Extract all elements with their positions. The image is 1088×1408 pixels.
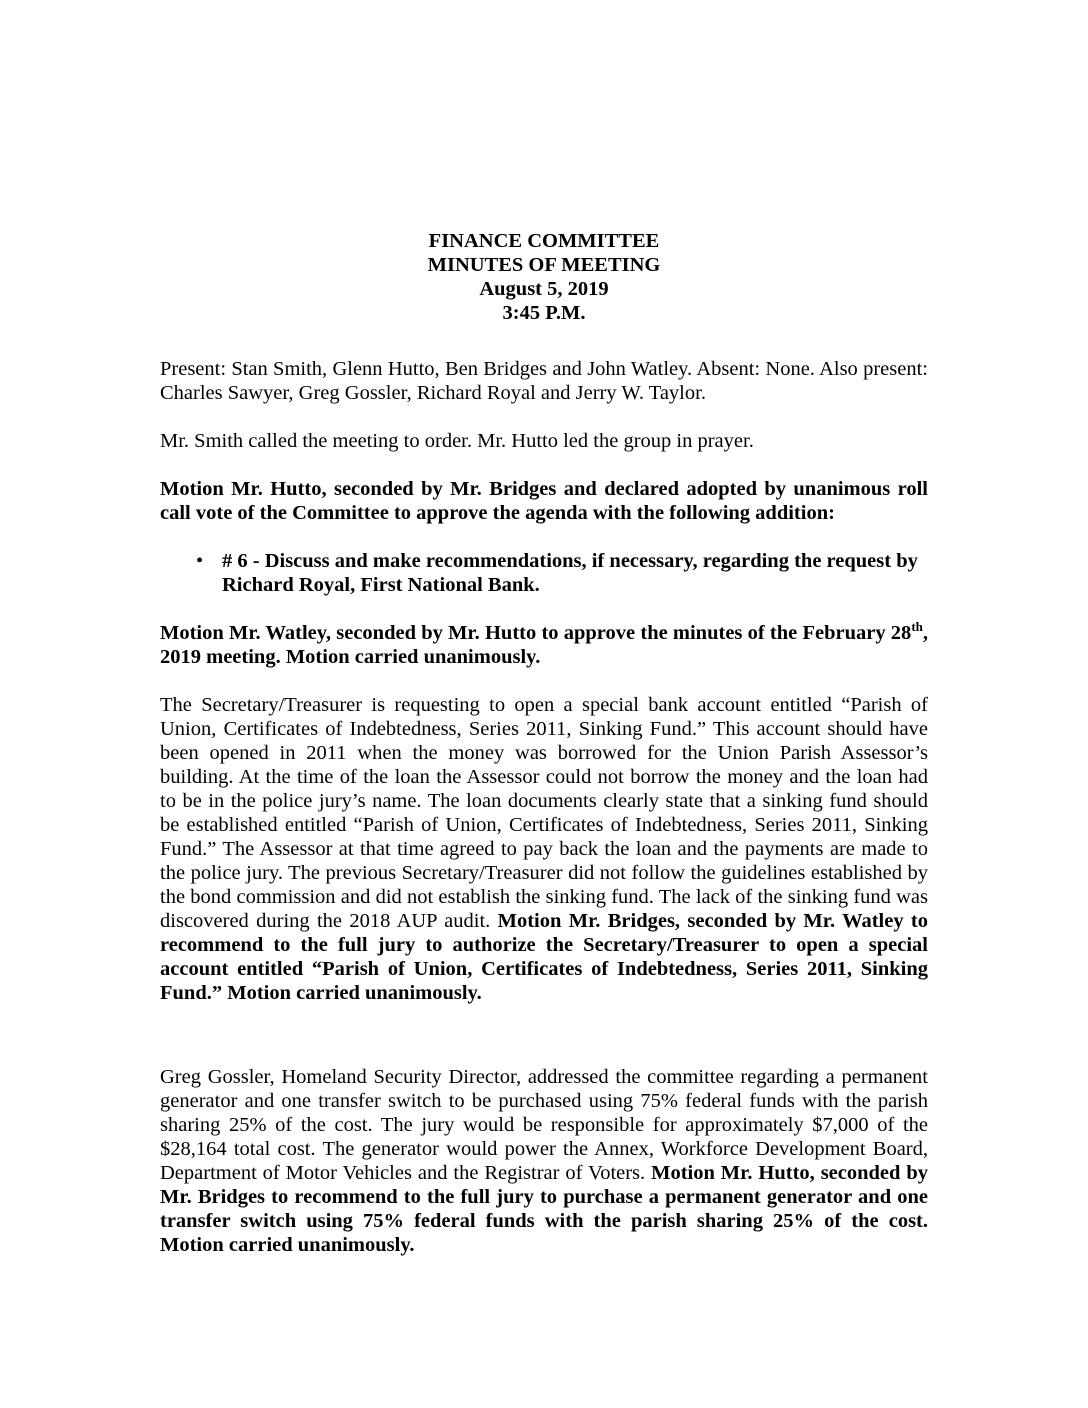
minutes-motion-ordinal: th xyxy=(911,619,923,635)
sinking-fund-paragraph xyxy=(160,693,928,1005)
attendance-paragraph: Present: Stan Smith, Glenn Hutto, Ben Bridges and John Watley. Absent: None. Also present: Charles Sawyer, Greg Gossler, Richard Royal and Jerry W. Taylor. xyxy=(160,358,928,404)
sinking-fund-motion: Motion Mr. Bridges, seconded by Mr. Watley to recommend to the full jury to authorize the Secretary/Treasurer to open a special account entitled “Parish of Union, Certificates of Indebtedness, Series 2011, Sinking Fund.” Motion carried unanimously. xyxy=(160,910,928,1004)
minutes-motion-after: , 2019 meeting. Motion carried unanimously. xyxy=(160,622,928,668)
generator-body: Greg Gossler, Homeland Security Director, addressed the committee regarding a permanent generator and one transfer switch to be purchased using 75% federal funds with the parish sharing 25% of the cost. The jury would be responsible for approximately $7,000 of the $28,164 total cost. The generator would power the Annex, Workforce Development Board, Department of Motor Vehicles and the Registrar of Voters. xyxy=(160,1066,928,1184)
generator-motion: Motion Mr. Hutto, seconded by Mr. Bridges to recommend to the full jury to purchase a permanent generator and one transfer switch using 75% federal funds with the parish sharing 25% of the cost. Motion carried unanimously. xyxy=(160,1162,928,1256)
sinking-fund-body: The Secretary/Treasurer is requesting to open a special bank account entitled “Parish of Union, Certificates of Indebtedness, Series 2011, Sinking Fund.” This account should have been opened in 2011 when the money was borrowed for the Union Parish Assessor’s building. At the time of the loan the Assessor could not borrow the money and the loan had to be in the police jury’s name. The loan documents clearly state that a sinking fund should be established entitled “Parish of Union, Certificates of Indebtedness, Series 2011, Sinking Fund.” The Assessor at that time agreed to pay back the loan and the payments are made to the police jury. The previous Secretary/Treasurer did not follow the guidelines established by the bond commission and did not establish the sinking fund. The lack of the sinking fund was discovered during the 2018 AUP audit. xyxy=(160,694,928,932)
call-to-order-paragraph: Mr. Smith called the meeting to order. Mr. Hutto led the group in prayer. xyxy=(160,430,754,452)
minutes-motion-paragraph xyxy=(160,621,928,669)
minutes-motion-before: Motion Mr. Watley, seconded by Mr. Hutto to approve the minutes of the February 28 xyxy=(160,622,912,644)
agenda-motion-paragraph: Motion Mr. Hutto, seconded by Mr. Bridges and declared adopted by unanimous roll call vote of the Committee to approve the agenda with the following addition: xyxy=(160,478,928,524)
generator-paragraph xyxy=(160,1065,928,1257)
committee-title: FINANCE COMMITTEE xyxy=(428,230,660,252)
document-header xyxy=(0,229,1088,325)
bullet-icon: • xyxy=(196,550,204,572)
meeting-time: 3:45 P.M. xyxy=(502,302,586,324)
agenda-addition-text: # 6 - Discuss and make recommendations, if necessary, regarding the request by Richard Royal, First National Bank. xyxy=(222,550,918,596)
meeting-date: August 5, 2019 xyxy=(479,278,609,300)
minutes-title: MINUTES OF MEETING xyxy=(427,254,661,276)
